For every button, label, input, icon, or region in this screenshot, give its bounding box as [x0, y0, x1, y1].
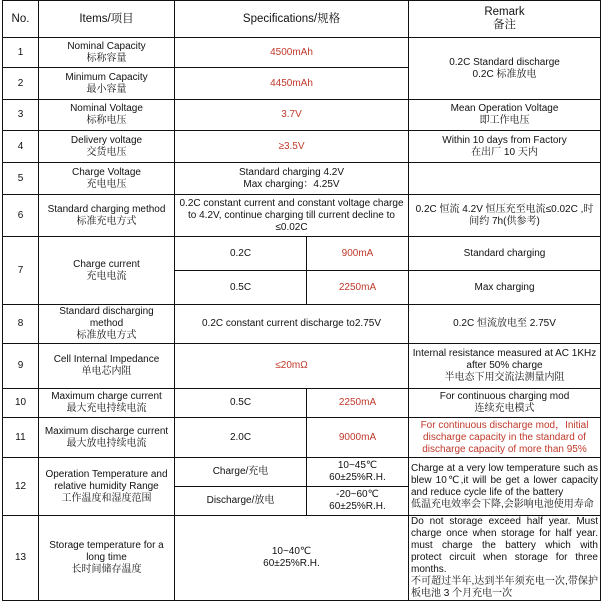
table-row [3, 305, 601, 344]
header-specifications: Specifications/规格 [175, 1, 409, 38]
item-cell [39, 458, 175, 516]
row-no: 6 [3, 195, 39, 237]
remark-en: Charge at a very low temperature such as blew 10℃,it will be get a lower capacity and reduce cycle life of the battery [411, 462, 598, 498]
item-cell [39, 68, 175, 100]
condition-value [307, 458, 409, 487]
spec-cell: 3.7V [175, 100, 409, 131]
row-no: 10 [3, 389, 39, 418]
item-cn: 最大充电持续电流 [66, 403, 147, 414]
remark-cell [409, 163, 601, 195]
item-en: Maximum discharge current [44, 425, 169, 437]
temp-range: 10~45℃ [337, 460, 378, 471]
spec-cell: 0.2C constant current discharge to2.75V [175, 305, 409, 344]
item-en: Standard discharging method [59, 306, 154, 329]
current-cell: 900mA [307, 237, 409, 271]
spec-cell: 4500mAh [175, 38, 409, 68]
remark-en: Mean Operation Voltage [450, 103, 559, 114]
remark-cn: 不可超过半年,达到半年须充电一次,带保护板电池 3 个月充电一次 [411, 576, 598, 599]
humidity-range: 60±25%R.H. [263, 558, 320, 569]
item-cn: 单电芯内阻 [81, 366, 132, 377]
item-cell [39, 195, 175, 237]
item-en: Delivery voltage [70, 134, 143, 146]
item-cell [39, 389, 175, 418]
temp-range: -20~60℃ [336, 489, 379, 500]
item-en: Operation Temperature and relative humidity Range [45, 468, 168, 492]
remark-en: For continuous charging mod [439, 391, 570, 402]
row-no: 5 [3, 163, 39, 195]
remark-cn: 半电态下用交流法测量内阻 [444, 372, 565, 383]
item-cell [39, 163, 175, 195]
row-no: 1 [3, 38, 39, 68]
remark-cell: 0.2C 恒流 4.2V 恒压充至电流≤0.02C ,时间约 7h(供参考) [409, 195, 601, 237]
spec-cell: ≤20mΩ [175, 344, 409, 389]
remark-cn: 0.2C 标准放电 [472, 68, 537, 80]
item-en: Storage temperature for a long time [49, 540, 164, 563]
item-cell [39, 344, 175, 389]
spec-cell [175, 163, 409, 195]
remark-cell [409, 38, 601, 100]
remark-cell [409, 458, 601, 516]
remark-cell [409, 516, 601, 601]
item-en: Minimum Capacity [65, 71, 148, 83]
current-cell: 2250mA [307, 389, 409, 418]
row-no: 9 [3, 344, 39, 389]
spec-line: Standard charging 4.2V [238, 166, 345, 178]
header-remark-en: Remark [484, 6, 525, 18]
table-row [3, 389, 601, 418]
item-cell [39, 516, 175, 601]
remark-en: Do not storage exceed half year. Must charge once when storage for half year. must charge the battery which with protect circuit when storage for three months. [411, 516, 598, 575]
item-cn: 长时间储存温度 [71, 564, 142, 575]
remark-cell [409, 131, 601, 163]
condition-label: Discharge/放电 [175, 487, 307, 516]
remark-cn: 连续充电模式 [474, 403, 535, 414]
remark-cell: For continuous discharge mod，Initial discharge capacity in the standard of discharge capacity of more than 95% [409, 418, 601, 458]
humidity-range: 60±25%R.H. [329, 472, 386, 483]
spec-cell: ≥3.5V [175, 131, 409, 163]
item-cn: 最小容量 [86, 83, 127, 95]
header-remark [409, 1, 601, 38]
table-row [3, 100, 601, 131]
remark-line: Internal resistance measured at AC 1KHz [412, 348, 597, 359]
item-cell [39, 131, 175, 163]
rate-cell: 0.2C [175, 237, 307, 271]
remark-cell: Max charging [409, 271, 601, 305]
spec-table [2, 0, 601, 601]
header-row [3, 1, 601, 38]
spec-cell [175, 516, 409, 601]
row-no: 3 [3, 100, 39, 131]
current-cell: 9000mA [307, 418, 409, 458]
remark-cell [409, 389, 601, 418]
item-cn: 充电电流 [86, 270, 127, 282]
remark-cn: 在出厂 10 天内 [471, 146, 538, 158]
table-row [3, 195, 601, 237]
header-remark-cn: 备注 [493, 19, 516, 31]
item-cell [39, 100, 175, 131]
item-en: Charge Voltage [72, 166, 141, 178]
remark-cell: 0.2C 恒流放电至 2.75V [409, 305, 601, 344]
row-no: 13 [3, 516, 39, 601]
rate-cell: 2.0C [175, 418, 307, 458]
spec-cell: 4450mAh [175, 68, 409, 100]
row-no: 2 [3, 68, 39, 100]
row-no: 11 [3, 418, 39, 458]
spec-line: Max charging：4.25V [243, 178, 340, 190]
table-row [3, 38, 601, 68]
remark-en: 0.2C Standard discharge [449, 56, 560, 68]
table-row [3, 163, 601, 195]
row-no: 4 [3, 131, 39, 163]
item-cn: 标称电压 [86, 115, 127, 126]
item-cell [39, 305, 175, 344]
rate-cell: 0.5C [175, 271, 307, 305]
remark-line: after 50% charge [466, 360, 543, 371]
temp-range: 10~40℃ [271, 546, 312, 557]
row-no: 7 [3, 237, 39, 305]
remark-cell: Standard charging [409, 237, 601, 271]
remark-en: Within 10 days from Factory [442, 134, 567, 146]
remark-cn: 即工作电压 [479, 115, 530, 126]
item-cell [39, 418, 175, 458]
remark-cell [409, 100, 601, 131]
table-row [3, 237, 601, 271]
item-cn: 标准放电方式 [76, 330, 137, 341]
condition-label: Charge/充电 [175, 458, 307, 487]
item-en: Nominal Capacity [67, 40, 146, 52]
item-en: Charge current [73, 258, 140, 270]
item-cell [39, 237, 175, 305]
item-en: Maximum charge current [51, 391, 162, 402]
item-cn: 标准充电方式 [76, 215, 137, 227]
table-row [3, 418, 601, 458]
item-en: Cell Internal Impedance [53, 354, 160, 365]
row-no: 8 [3, 305, 39, 344]
table-row [3, 458, 601, 487]
item-cn: 充电电压 [86, 178, 127, 190]
item-en: Standard charging method [47, 203, 166, 215]
item-cn: 工作温度和湿度范围 [61, 492, 152, 504]
table-row [3, 344, 601, 389]
remark-cn: 低温充电效率会下降,会影响电池使用寿命 [411, 498, 594, 510]
remark-cell [409, 344, 601, 389]
humidity-range: 60±25%R.H. [329, 501, 386, 512]
header-items: Items/项目 [39, 1, 175, 38]
item-cn: 最大放电持续电流 [66, 437, 147, 449]
item-cn: 交货电压 [86, 146, 127, 158]
rate-cell: 0.5C [175, 389, 307, 418]
spec-cell: 0.2C constant current and constant voltage charge to 4.2V, continue charging till current decline to ≤0.02C [175, 195, 409, 237]
table-row [3, 131, 601, 163]
table-row [3, 516, 601, 601]
item-en: Nominal Voltage [70, 103, 143, 114]
item-cell [39, 38, 175, 68]
current-cell: 2250mA [307, 271, 409, 305]
item-cn: 标称容量 [86, 52, 127, 64]
row-no: 12 [3, 458, 39, 516]
header-no: No. [3, 1, 39, 38]
condition-value [307, 487, 409, 516]
